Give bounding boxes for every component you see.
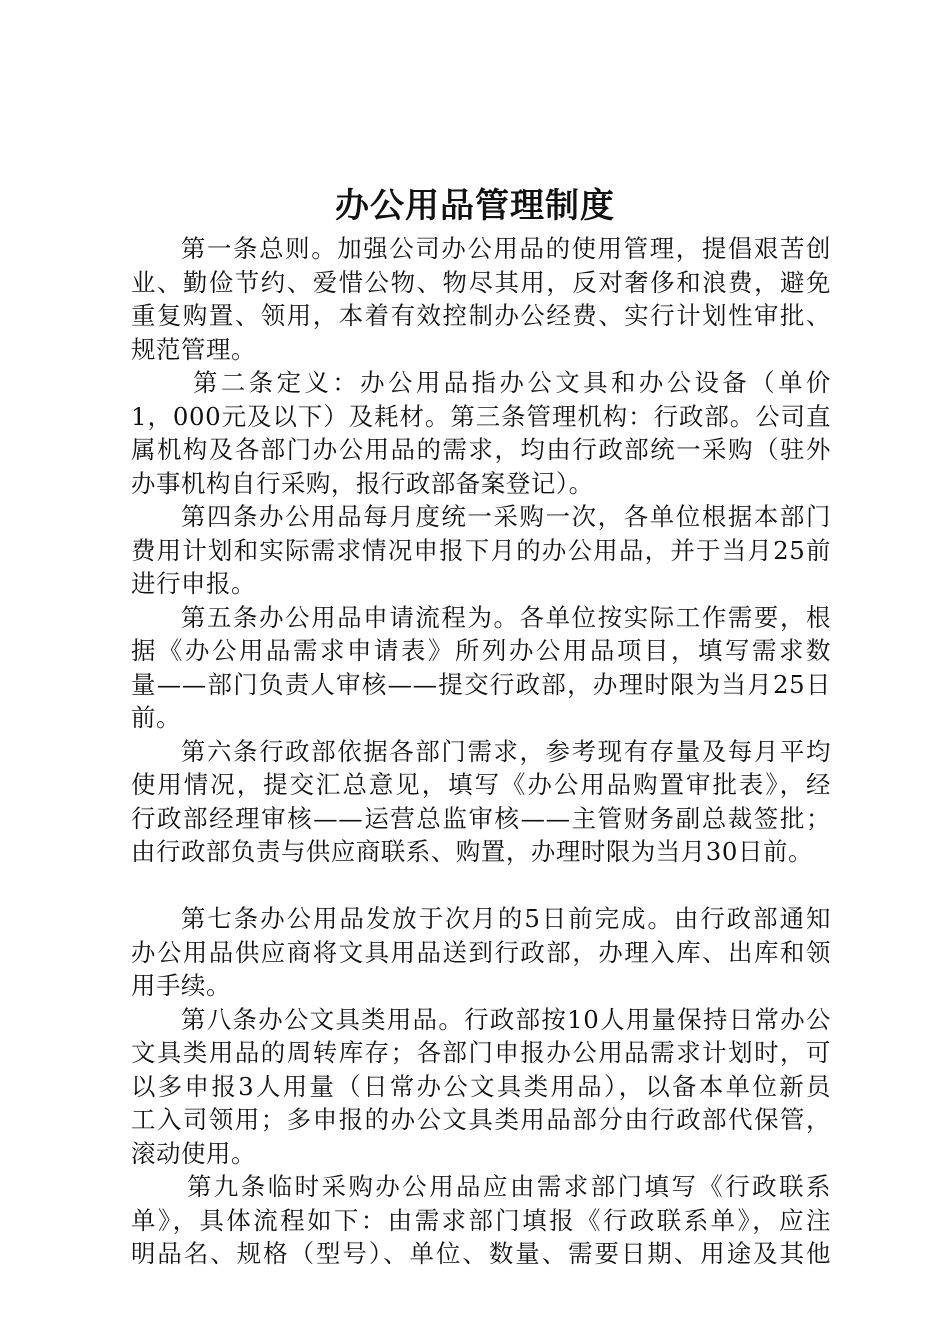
text-line: 第六条行政部依据各部门需求，参考现有存量及每月平均 [181, 736, 831, 766]
text-line: 规范管理。 [131, 334, 256, 364]
document-title: 办公用品管理制度 [335, 186, 615, 226]
text-line: 使用情况，提交汇总意见，填写《办公用品购置审批表》，经 [131, 770, 831, 799]
text-line: 属机构及各部门办公用品的需求，均由行政部统一采购（驻外 [131, 435, 831, 464]
text-line: 以多申报3人用量（日常办公文具类用品），以备本单位新员 [131, 1071, 831, 1101]
text-line: 单》，具体流程如下：由需求部门填报《行政联系单》，应注 [131, 1205, 831, 1235]
text-line: 第八条办公文具类用品。行政部按10人用量保持日常办公 [181, 1004, 831, 1034]
text-line: 据《办公用品需求申请表》所列办公用品项目，填写需求数 [131, 636, 831, 665]
text-line: 办公用品供应商将文具用品送到行政部，办理入库、出库和领 [131, 937, 831, 967]
text-line: 重复购置、领用，本着有效控制办公经费、实行计划性审批、 [131, 301, 831, 330]
text-line: 量——部门负责人审核——提交行政部，办理时限为当月25日 [131, 669, 831, 699]
text-line: 由行政部负责与供应商联系、购置，办理时限为当月30日前。 [131, 837, 813, 866]
text-line: 第二条定义：办公用品指办公文具和办公设备（单价 [193, 368, 831, 397]
text-line: 前。 [131, 703, 181, 732]
text-line: 第五条办公用品申请流程为。各单位按实际工作需要，根 [181, 602, 831, 632]
paragraph-gap [131, 869, 831, 903]
text-line: 第一条总则。加强公司办公用品的使用管理，提倡艰苦创 [181, 234, 831, 263]
text-line: 文具类用品的周转库存；各部门申报办公用品需求计划时，可 [131, 1038, 831, 1067]
text-line: 办事机构自行采购，报行政部备案登记）。 [131, 468, 594, 498]
text-line: 用手续。 [131, 971, 231, 1000]
text-line: 滚动使用。 [131, 1138, 256, 1168]
text-line: 业、勤俭节约、爱惜公物、物尽其用，反对奢侈和浪费，避免 [131, 267, 831, 297]
text-line: 明品名、规格（型号）、单位、数量、需要日期、用途及其他 [131, 1239, 831, 1268]
text-line: 第九条临时采购办公用品应由需求部门填写《行政联系 [187, 1172, 831, 1201]
text-line: 第四条办公用品每月度统一采购一次，各单位根据本部门 [181, 502, 831, 531]
document-body [131, 232, 831, 1271]
text-line: 工入司领用；多申报的办公文具类用品部分由行政部代保管， [131, 1105, 831, 1134]
text-line: 第七条办公用品发放于次月的5日前完成。由行政部通知 [181, 904, 831, 933]
text-line: 费用计划和实际需求情况申报下月的办公用品，并于当月25前 [131, 535, 831, 565]
text-line: 行政部经理审核——运营总监审核——主管财务副总裁签批； [131, 803, 831, 833]
text-line: 进行申报。 [131, 569, 256, 598]
text-line: 1，000元及以下）及耗材。第三条管理机构：行政部。公司直 [131, 401, 831, 431]
